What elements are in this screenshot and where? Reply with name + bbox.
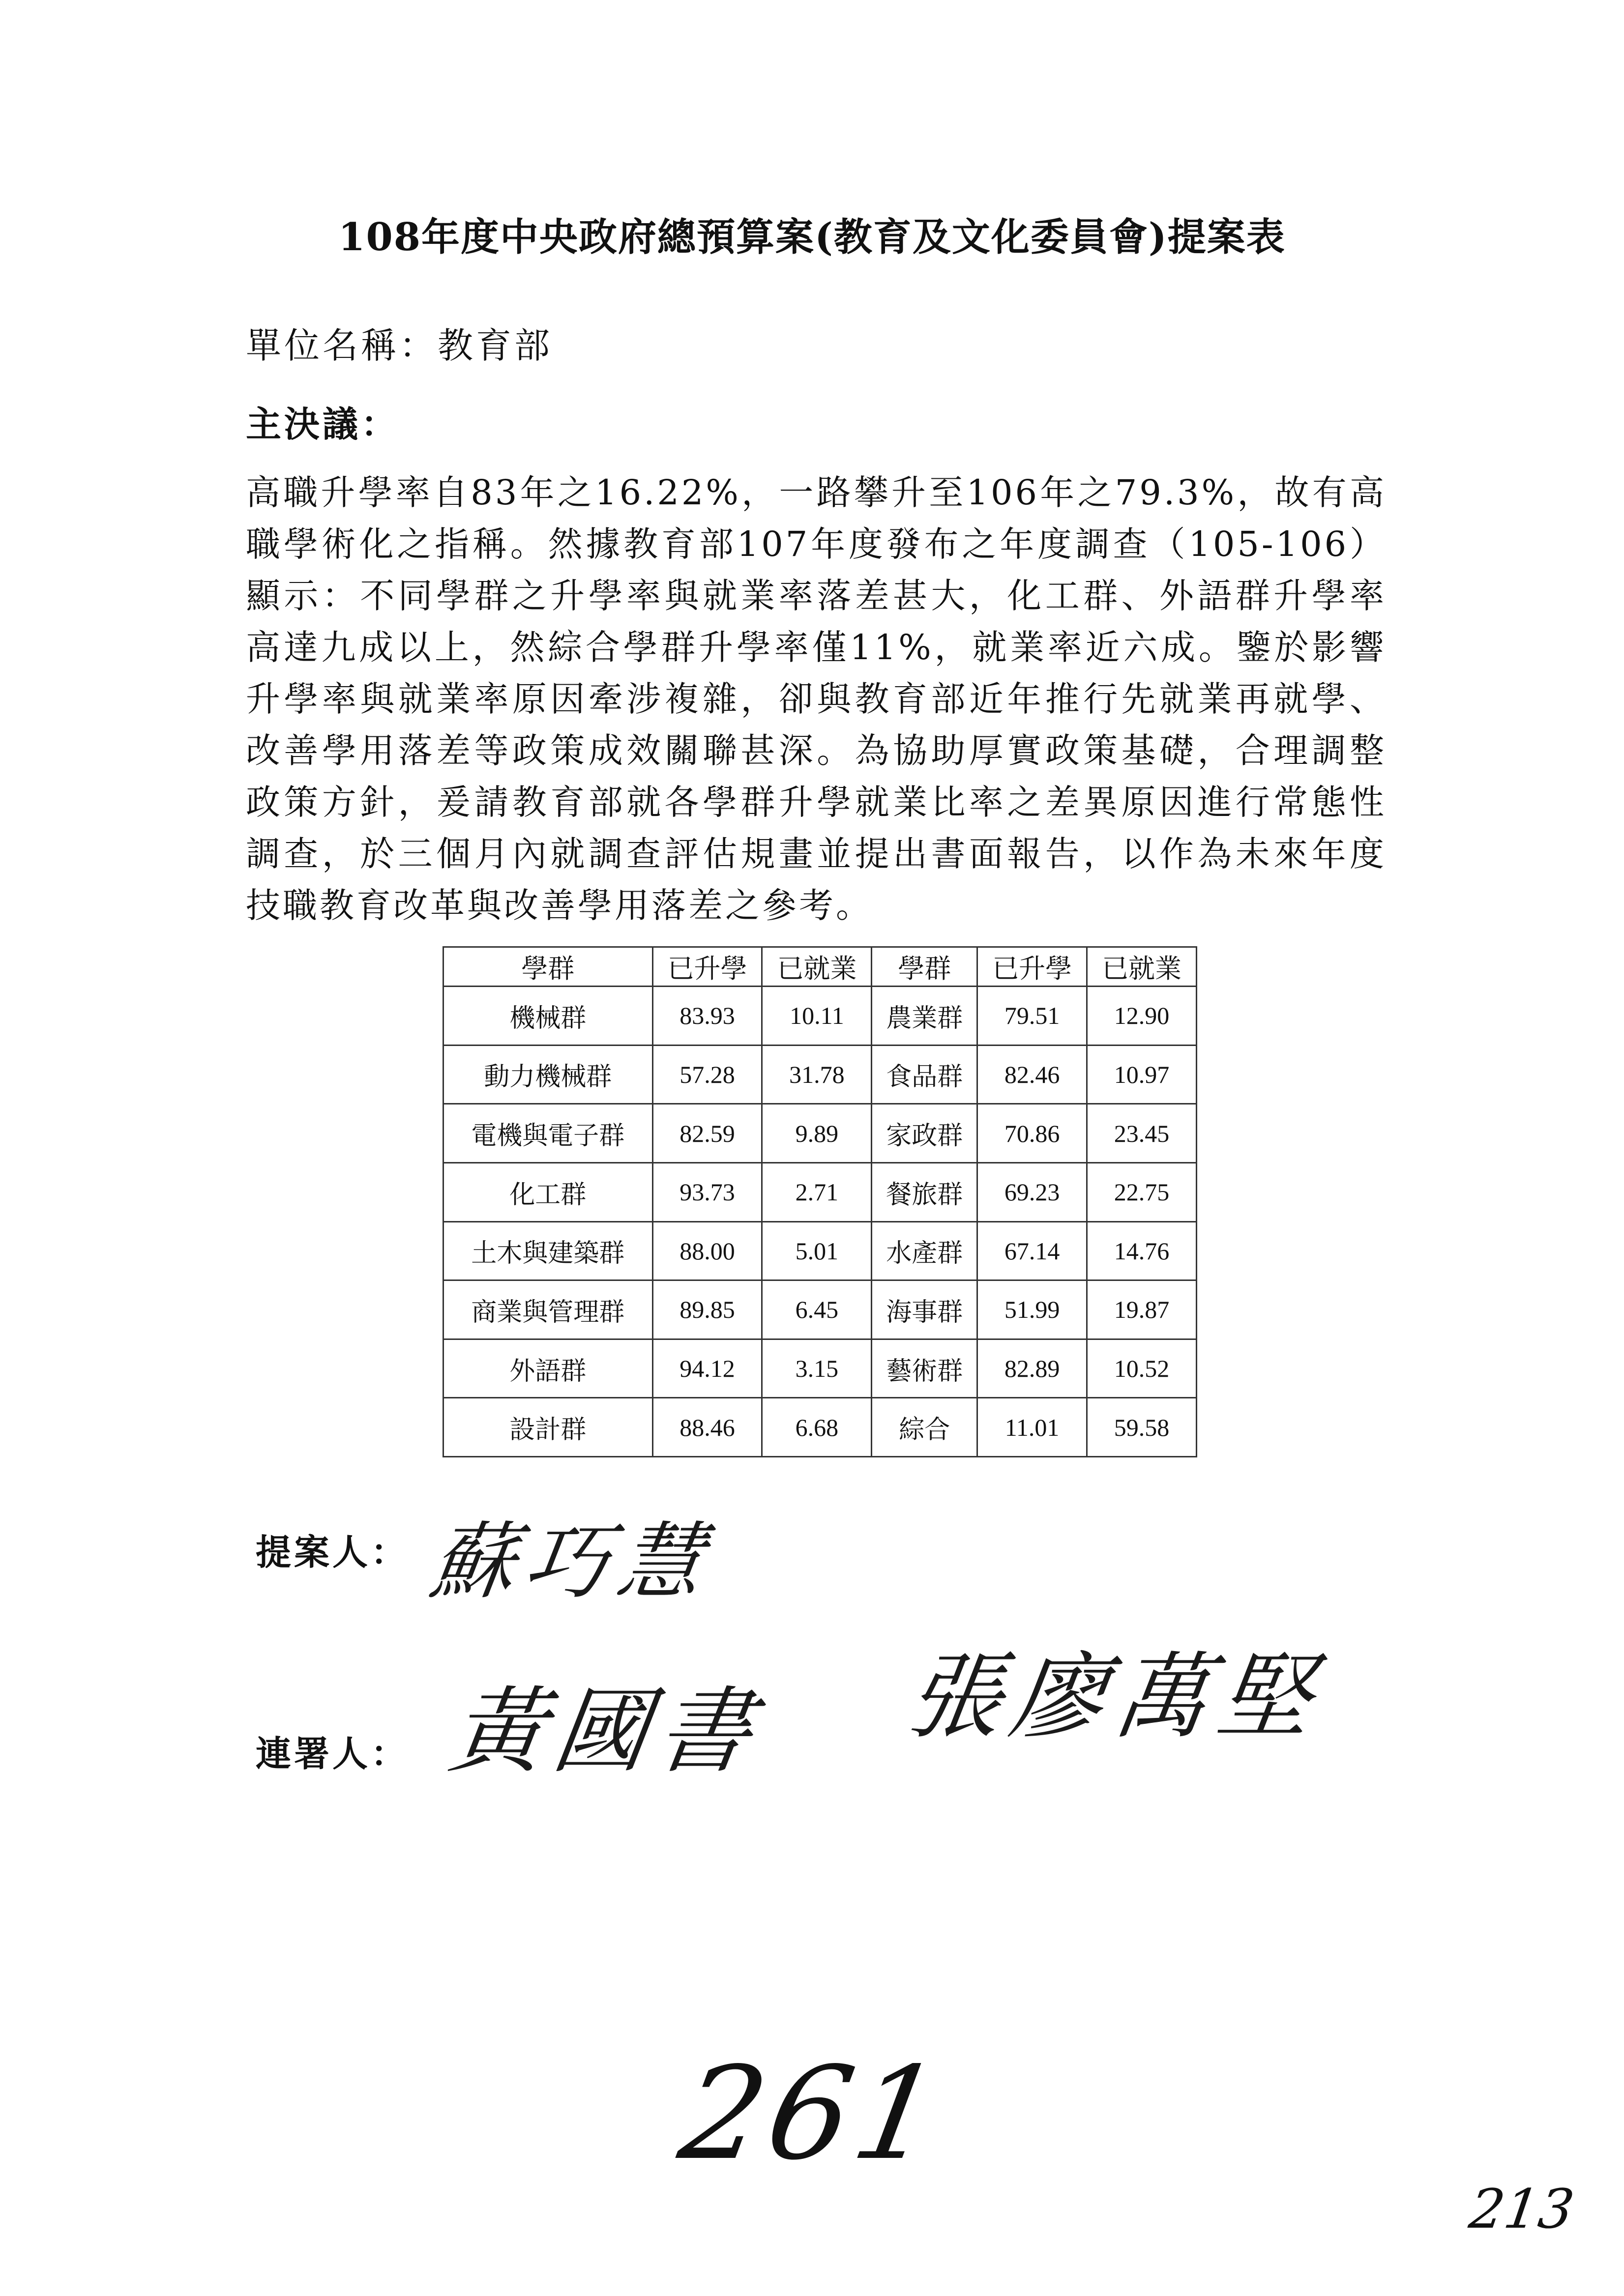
employed-cell: 10.11 [762,987,872,1046]
group-cell: 設計群 [443,1398,653,1457]
group-cell: 藝術群 [872,1339,977,1398]
corner-page-number: 213 [1466,2178,1578,2240]
cosigner-label: 連署人： [256,1733,410,1774]
table-row [443,987,1197,1046]
employed-cell: 31.78 [762,1045,872,1104]
enrolled-cell: 82.89 [977,1339,1087,1398]
header-cell: 學群 [443,947,653,987]
employed-cell: 12.90 [1087,987,1197,1046]
group-cell: 電機與電子群 [443,1104,653,1163]
employed-cell: 2.71 [762,1163,872,1221]
group-cell: 動力機械群 [443,1045,653,1104]
enrolled-cell: 94.12 [652,1339,762,1398]
proposer-label: 提案人： [256,1531,410,1573]
proposer-signature: 蘇巧慧 [424,1513,719,1611]
group-cell: 食品群 [872,1045,977,1104]
header-cell: 已升學 [652,947,762,987]
group-cell: 農業群 [872,987,977,1046]
table-row [443,1163,1197,1221]
employed-cell: 19.87 [1087,1280,1197,1339]
enrolled-cell: 88.46 [652,1398,762,1457]
group-cell: 家政群 [872,1104,977,1163]
employed-cell: 9.89 [762,1104,872,1163]
header-cell: 已升學 [977,947,1087,987]
table-row [443,1221,1197,1280]
employed-cell: 14.76 [1087,1221,1197,1280]
header-cell: 已就業 [762,947,872,987]
enrolled-cell: 11.01 [977,1398,1087,1457]
enrolled-cell: 51.99 [977,1280,1087,1339]
header-cell: 已就業 [1087,947,1197,987]
enrolled-cell: 93.73 [652,1163,762,1221]
employed-cell: 6.68 [762,1398,872,1457]
employed-cell: 5.01 [762,1221,872,1280]
handwritten-page-number: 261 [670,2040,955,2188]
employed-cell: 6.45 [762,1280,872,1339]
enrolled-cell: 70.86 [977,1104,1087,1163]
enrolled-cell: 82.59 [652,1104,762,1163]
enrolled-cell: 89.85 [652,1280,762,1339]
table-row [443,1104,1197,1163]
enrolled-cell: 88.00 [652,1221,762,1280]
enrolled-cell: 79.51 [977,987,1087,1046]
employed-cell: 3.15 [762,1339,872,1398]
enrolled-cell: 69.23 [977,1163,1087,1221]
table-row [443,1045,1197,1104]
enrolled-cell: 67.14 [977,1221,1087,1280]
group-cell: 機械群 [443,987,653,1046]
resolution-text: 高職升學率自83年之16.22%，一路攀升至106年之79.3%，故有高職學術化之指稱。然據教育部107年度發布之年度調查（105-106）顯示：不同學群之升學率與就業率落差甚大，化工群、外語群升學率高達九成以上，然綜合學群升學率僅11%，就業率近六成。鑒於影響升學率與就業率原因牽涉複雜，卻與教育部近年推行先就業再就學、改善學用落差等政策成效關聯甚深。為協助厚實政策基礎，合理調整政策方針，爰請教育部就各學群升學就業比率之差異原因進行常態性調查，於三個月內就調查評估規畫並提出書面報告，以作為未來年度技職教育改革與改善學用落差之參考。 [246,472,1387,926]
cosigner-signature: 張廖萬堅 [901,1643,1329,1751]
unit-name: 單位名稱：教育部 [246,325,553,366]
enrolled-cell: 82.46 [977,1045,1087,1104]
header-cell: 學群 [872,947,977,987]
group-cell: 海事群 [872,1280,977,1339]
employed-cell: 22.75 [1087,1163,1197,1221]
employed-cell: 23.45 [1087,1104,1197,1163]
group-cell: 餐旅群 [872,1163,977,1221]
employed-cell: 10.97 [1087,1045,1197,1104]
table-row [443,1339,1197,1398]
document-title: 108年度中央政府總預算案(教育及文化委員會)提案表 [338,215,1286,260]
table-row [443,1280,1197,1339]
cosigner-signature: 黃國書 [443,1677,769,1786]
employed-cell: 10.52 [1087,1339,1197,1398]
resolution-label: 主決議： [246,403,400,445]
table-header-row [443,947,1197,987]
employed-cell: 59.58 [1087,1398,1197,1457]
group-cell: 商業與管理群 [443,1280,653,1339]
enrolled-cell: 57.28 [652,1045,762,1104]
group-cell: 綜合 [872,1398,977,1457]
enrollment-employment-table [443,946,1197,1457]
group-cell: 化工群 [443,1163,653,1221]
enrolled-cell: 83.93 [652,987,762,1046]
group-cell: 外語群 [443,1339,653,1398]
table-row [443,1398,1197,1457]
group-cell: 土木與建築群 [443,1221,653,1280]
group-cell: 水產群 [872,1221,977,1280]
